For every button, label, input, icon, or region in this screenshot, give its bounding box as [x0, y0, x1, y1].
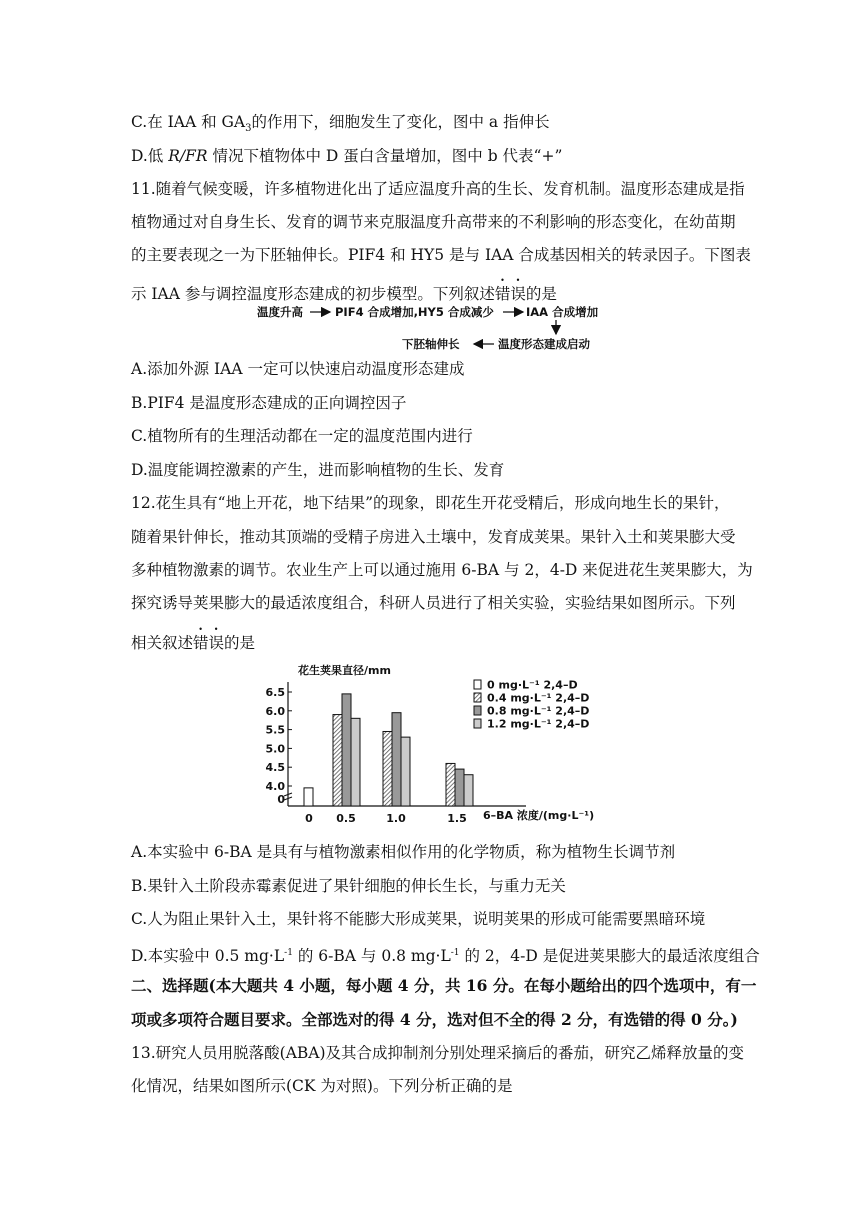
q11-option-c: C.植物所有的生理活动都在一定的温度范围内进行	[131, 427, 473, 445]
flow-node-pif4: PIF4 合成增加,HY5 合成减少	[335, 305, 494, 319]
legend-label: 0.8 mg·L⁻¹ 2,4–D	[487, 704, 590, 718]
legend-swatch	[474, 706, 481, 715]
bar	[464, 775, 473, 806]
section-heading: 项或多项符合题目要求。全部选对的得 4 分，选对但不全的得 2 分，有选错的得 0 分。)	[131, 1010, 738, 1029]
y-tick-label: 6.0	[265, 704, 285, 718]
q11-option-a: A.添加外源 IAA 一定可以快速启动温度形态建成	[131, 360, 465, 378]
legend-label: 0 mg·L⁻¹ 2,4–D	[487, 678, 578, 692]
x-tick-label: 0.5	[336, 812, 356, 825]
q12-option-c: C.人为阻止果针入土，果针将不能膨大形成荚果，说明荚果的形成可能需要黑暗环境	[131, 910, 706, 928]
flow-node-hypocotyl: 下胚轴伸长	[402, 337, 460, 351]
q12-stem-line: 12.花生具有“地上开花，地下结果”的现象，即花生开花受精后，形成向地生长的果针，	[131, 494, 730, 512]
q11-stem-line: 的主要表现之一为下胚轴伸长。PIF4 和 HY5 是与 IAA 合成基因相关的转录因子。下图表	[131, 246, 751, 264]
q11-option-d: D.温度能调控激素的产生，进而影响植物的生长、发育	[131, 461, 505, 479]
q12-stem-line: 随着果针伸长，推动其顶端的受精子房进入土壤中，发育成荚果。果针入土和荚果膨大受	[131, 528, 736, 546]
y-tick-label: 4.5	[265, 761, 285, 775]
q12-bar-chart	[258, 660, 603, 830]
q11-flow-diagram	[250, 300, 620, 355]
y-tick-label: 0	[277, 793, 285, 806]
q12-option-a: A.本实验中 6-BA 是具有与植物激素相似作用的化学物质，称为植物生长调节剂	[131, 843, 676, 861]
x-tick-label: 1.0	[386, 812, 406, 825]
q13-stem-line: 化情况，结果如图所示(CK 为对照)。下列分析正确的是	[131, 1077, 513, 1095]
bar	[333, 715, 342, 806]
x-tick-label: 0	[305, 812, 313, 825]
x-tick-label: 1.5	[447, 812, 467, 825]
emphasis-text: 错误	[494, 285, 526, 303]
q12-option-d: D.本实验中 0.5 $mg\cdot L^{-1}$ 的 6-BA 与 0.8 $mg\cdot L^{-1}$ 的 2，4-D 是促进荚果膨大的最适浓度组合	[131, 947, 760, 966]
q11-stem-line: 11.随着气候变暖，许多植物进化出了适应温度升高的生长、发育机制。温度形态建成是指	[131, 180, 745, 198]
legend-swatch	[474, 680, 481, 689]
legend-label: 0.4 mg·L⁻¹ 2,4–D	[487, 691, 590, 705]
q12-option-b: B.果针入土阶段赤霉素促进了果针细胞的伸长生长，与重力无关	[131, 877, 566, 895]
legend-label: 1.2 mg·L⁻¹ 2,4–D	[487, 717, 590, 731]
emphasis-text: 错误	[193, 634, 225, 652]
bar	[392, 713, 401, 806]
bar	[383, 731, 392, 806]
bar	[455, 769, 464, 806]
y-tick-label: 5.5	[265, 723, 285, 737]
y-tick-label: 5.0	[265, 742, 285, 756]
bar	[304, 788, 313, 806]
bar	[351, 718, 360, 806]
bar	[342, 694, 351, 806]
q12-stem-line: 探究诱导荚果膨大的最适浓度组合，科研人员进行了相关实验，实验结果如图所示。下列	[131, 594, 736, 612]
flow-node-iaa: IAA 合成增加	[526, 305, 599, 319]
y-axis-label: 花生荚果直径/mm	[298, 664, 391, 677]
y-tick-label: 4.0	[265, 780, 285, 793]
section-heading: 二、选择题(本大题共 4 小题，每小题 4 分，共 16 分。在每小题给出的四个选项中，有一	[131, 976, 757, 995]
bar	[446, 763, 455, 806]
bar	[401, 737, 410, 806]
q10-option-d: D.低 R/FR 情况下植物体中 D 蛋白含量增加，图中 b 代表“+”	[131, 147, 563, 165]
q10-option-c: C.在 IAA 和 $GA_3$的作用下，细胞发生了变化，图中 a 指伸长	[131, 113, 550, 135]
q12-stem-line: 相关叙述错误的是	[131, 634, 256, 652]
q12-stem-line: 多种植物激素的调节。农业生产上可以通过施用 6-BA 与 2，4-D 来促进花生荚果膨大，为	[131, 561, 753, 579]
q13-stem-line: 13.研究人员用脱落酸(ABA)及其合成抑制剂分别处理采摘后的番茄，研究乙烯释放量的变	[131, 1044, 745, 1062]
x-axis-label: 6–BA 浓度/(mg·L⁻¹)	[483, 809, 595, 822]
q11-stem-line: 示 IAA 参与调控温度形态建成的初步模型。下列叙述错误的是	[131, 285, 557, 303]
flow-node-morphogenesis: 温度形态建成启动	[498, 337, 590, 351]
q11-option-b: B.PIF4 是温度形态建成的正向调控因子	[131, 394, 407, 412]
legend-swatch	[474, 693, 481, 702]
q11-stem-line: 植物通过对自身生长、发育的调节来克服温度升高带来的不利影响的形态变化，在幼苗期	[131, 213, 736, 231]
legend-swatch	[474, 719, 481, 728]
flow-node-temp-rise: 温度升高	[257, 305, 303, 319]
y-tick-label: 6.5	[265, 686, 285, 699]
